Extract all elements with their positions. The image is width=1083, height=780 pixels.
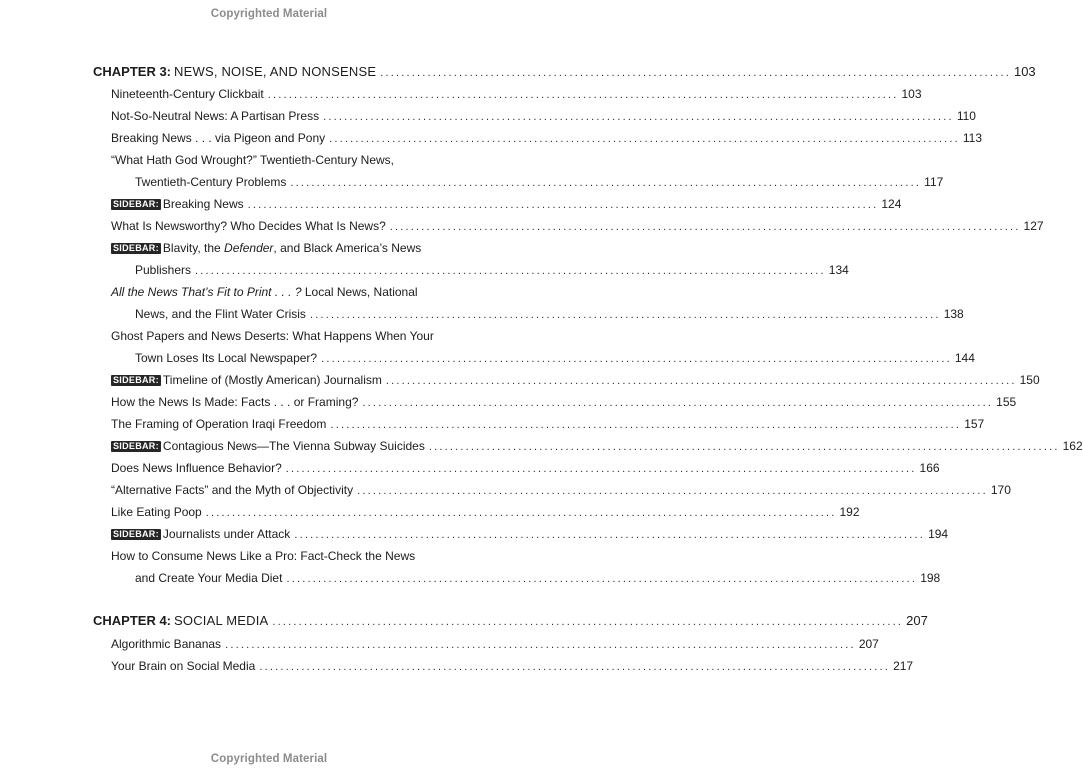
entry-title: Your Brain on Social Media: [111, 659, 256, 673]
page-number: 134: [828, 263, 849, 277]
page-number: 150: [1019, 373, 1040, 387]
entry-title: Contagious News—The Vienna Subway Suicides: [162, 439, 425, 453]
entry-title-continued: News, and the Flint Water Crisis: [135, 307, 306, 321]
dot-leader: ........................................................................................................................: [309, 309, 941, 321]
chapter-title: SOCIAL MEDIA: [174, 613, 269, 628]
toc-entry[interactable]: [111, 482, 1011, 498]
page-number: 157: [964, 417, 985, 431]
entry-title-continued: Twentieth-Century Problems: [135, 175, 287, 189]
chapter-title: NEWS, NOISE, AND NONSENSE: [174, 64, 377, 79]
toc-entry-continuation[interactable]: [135, 306, 964, 322]
toc-entry-continuation[interactable]: [135, 174, 944, 190]
page-number: 207: [906, 613, 928, 628]
toc-entry[interactable]: [111, 284, 457, 300]
chapter-heading[interactable]: [93, 613, 928, 629]
page-number: 198: [920, 571, 941, 585]
toc-entry[interactable]: [111, 328, 457, 344]
entry-title-part: Local News, National: [301, 285, 418, 299]
toc-entry[interactable]: [111, 658, 914, 674]
entry-title: How to Consume News Like a Pro: Fact-Check the News: [111, 549, 416, 563]
entry-title: “Alternative Facts” and the Myth of Objectivity: [111, 483, 354, 497]
page-number: 138: [943, 307, 964, 321]
page-number: 162: [1062, 439, 1083, 453]
dot-leader: ........................................................................................................................: [286, 573, 918, 585]
entry-title: Nineteenth-Century Clickbait: [111, 87, 264, 101]
toc-entry[interactable]: [111, 416, 985, 432]
page-number: 113: [962, 131, 983, 145]
page-number: 192: [839, 505, 860, 519]
sidebar-badge: SIDEBAR:: [113, 199, 159, 209]
toc-entry-continuation[interactable]: [135, 262, 849, 278]
entry-title: Breaking News: [162, 197, 244, 211]
entry-title: How the News Is Made: Facts . . . or Framing?: [111, 395, 359, 409]
dot-leader: ........................................................................................................................: [285, 463, 917, 475]
toc-entry-sidebar[interactable]: [111, 240, 457, 256]
dot-leader: ........................................................................................................................: [330, 419, 962, 431]
dot-leader: ........................................................................................................................: [385, 375, 1017, 387]
dot-leader: ........................................................................................................................: [272, 616, 904, 628]
dot-leader: ........................................................................................................................: [247, 199, 879, 211]
sidebar-badge: SIDEBAR:: [113, 529, 159, 539]
entry-title: Breaking News . . . via Pigeon and Pony: [111, 131, 326, 145]
entry-title-continued: and Create Your Media Diet: [135, 571, 283, 585]
entry-title-italic: All the News That’s Fit to Print . . . ?: [111, 285, 302, 299]
page-number: 194: [928, 527, 949, 541]
entry-title-continued: Town Loses Its Local Newspaper?: [135, 351, 318, 365]
sidebar-badge: SIDEBAR:: [113, 375, 159, 385]
entry-title: Does News Influence Behavior?: [111, 461, 282, 475]
dot-leader: ........................................................................................................................: [323, 111, 954, 123]
entry-title-part: , and Black America’s News: [273, 241, 422, 255]
page-number: 110: [956, 109, 976, 123]
copyright-watermark-top: Copyrighted Material: [210, 8, 328, 20]
entry-title-italic: Defender: [224, 241, 274, 255]
entry-title: What Is Newsworthy? Who Decides What Is News?: [111, 219, 386, 233]
page-number: 127: [1023, 219, 1044, 233]
entry-title: Algorithmic Bananas: [111, 637, 222, 651]
toc-entry[interactable]: [111, 394, 1017, 410]
toc-entry[interactable]: [111, 636, 879, 652]
dot-leader: ........................................................................................................................: [294, 529, 926, 541]
page-number: 124: [881, 197, 902, 211]
toc-entry-continuation[interactable]: [135, 350, 975, 366]
toc-entry-sidebar[interactable]: [111, 438, 1083, 454]
dot-leader: ........................................................................................................................: [428, 441, 1060, 453]
copyright-watermark-bottom: Copyrighted Material: [210, 753, 328, 765]
entry-title: The Framing of Operation Iraqi Freedom: [111, 417, 327, 431]
toc-entry-continuation[interactable]: [135, 570, 941, 586]
entry-title-continued: Publishers: [135, 263, 192, 277]
toc-entry[interactable]: [111, 218, 1044, 234]
entry-title: Timeline of (Mostly American) Journalism: [162, 373, 382, 387]
entry-title: Journalists under Attack: [162, 527, 291, 541]
chapter-label: CHAPTER 3:: [93, 64, 172, 79]
toc-entry[interactable]: [111, 504, 860, 520]
dot-leader: ........................................................................................................................: [380, 67, 1011, 79]
entry-title-part: Blavity, the: [162, 241, 225, 255]
dot-leader: ........................................................................................................................: [195, 265, 826, 277]
dot-leader: ........................................................................................................................: [389, 221, 1021, 233]
dot-leader: ........................................................................................................................: [259, 661, 891, 673]
dot-leader: ........................................................................................................................: [329, 133, 960, 145]
toc-entry[interactable]: [111, 460, 940, 476]
page-number: 103: [901, 87, 922, 101]
page-number: 144: [954, 351, 975, 365]
chapter-heading[interactable]: [93, 64, 1036, 80]
chapter-label: CHAPTER 4:: [93, 613, 172, 628]
toc-entry[interactable]: [111, 108, 976, 124]
toc-entry[interactable]: [111, 86, 922, 102]
toc-entry-sidebar[interactable]: [111, 372, 1040, 388]
dot-leader: ........................................................................................................................: [225, 639, 856, 651]
page-number: 103: [1013, 64, 1036, 79]
page-number: 170: [990, 483, 1011, 497]
page-number: 217: [893, 659, 914, 673]
page-number: 155: [996, 395, 1017, 409]
page-number: 166: [919, 461, 940, 475]
toc-entry[interactable]: [111, 152, 457, 168]
dot-leader: ........................................................................................................................: [290, 177, 922, 189]
dot-leader: ........................................................................................................................: [362, 397, 994, 409]
toc-entry[interactable]: [111, 130, 983, 146]
entry-title: “What Hath God Wrought?” Twentieth-Century News,: [111, 153, 395, 167]
page-number: 117: [924, 175, 944, 189]
dot-leader: ........................................................................................................................: [267, 89, 899, 101]
dot-leader: ........................................................................................................................: [205, 507, 837, 519]
sidebar-badge: SIDEBAR:: [113, 243, 159, 253]
toc-entry-sidebar[interactable]: [111, 196, 902, 212]
toc-entry[interactable]: [111, 548, 457, 564]
entry-title: Ghost Papers and News Deserts: What Happens When Your: [111, 329, 434, 343]
toc-entry-sidebar[interactable]: [111, 526, 949, 542]
page-number: 207: [858, 637, 879, 651]
sidebar-badge: SIDEBAR:: [113, 441, 159, 451]
entry-title: Like Eating Poop: [111, 505, 202, 519]
dot-leader: ........................................................................................................................: [357, 485, 988, 497]
entry-title: Not-So-Neutral News: A Partisan Press: [111, 109, 320, 123]
dot-leader: ........................................................................................................................: [321, 353, 952, 365]
